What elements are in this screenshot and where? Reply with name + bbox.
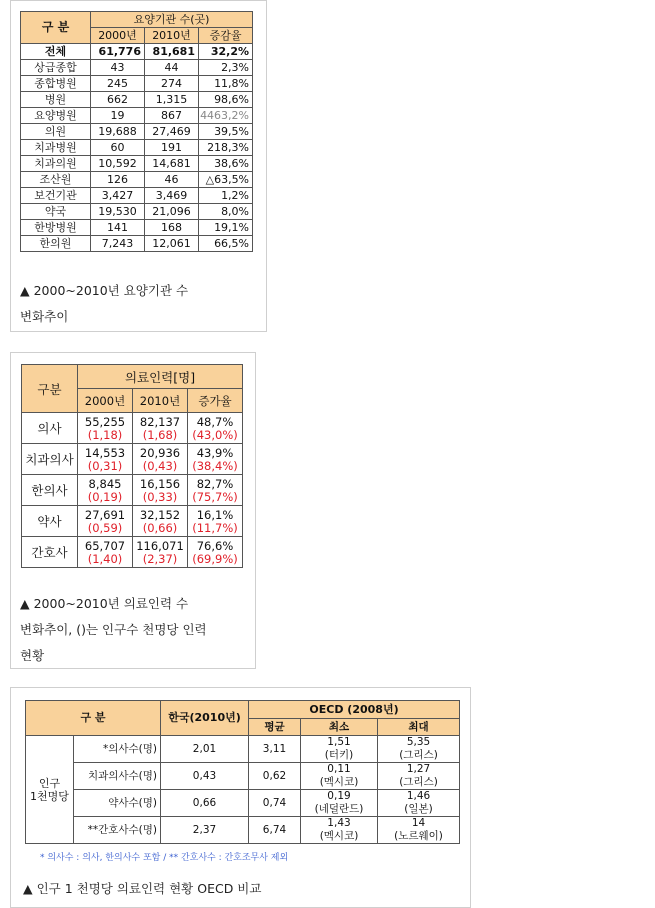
- header-facility-count: 요양기관 수(곳): [91, 12, 253, 28]
- table-row: 한의원 7,243 12,061 66,5%: [21, 236, 253, 252]
- table-row: 치과의사수(명) 0,43 0,62 0,11 (멕시코) 1,27 (그리스): [26, 763, 460, 790]
- table-row: 치과의원 10,592 14,681 38,6%: [21, 156, 253, 172]
- table-row: 약국 19,530 21,096 8,0%: [21, 204, 253, 220]
- header-rate: 증감율: [199, 28, 253, 44]
- table-row: 간호사 65,707 (1,40) 116,071 (2,37) 76,6% (69,9%): [22, 537, 243, 568]
- facility-count-table: [20, 11, 253, 252]
- header-rate: 증가율: [188, 389, 243, 413]
- table-row: 상급종합 43 44 2,3%: [21, 60, 253, 76]
- table-row: 약사수(명) 0,66 0,74 0,19 (네덜란드) 1,46 (일본): [26, 790, 460, 817]
- header-2000: 2000년: [78, 389, 133, 413]
- table2-caption: ▲ 2000~2010년 의료인력 수 변화추이, ()는 인구수 천명당 인력 현황: [20, 596, 207, 663]
- table3-caption: ▲ 인구 1 천명당 의료인력 현황 OECD 비교: [23, 881, 262, 896]
- medical-personnel-table: [21, 364, 243, 568]
- table-row: 한의사 8,845 (0,19) 16,156 (0,33) 82,7% (75,7%): [22, 475, 243, 506]
- header-avg: 평균: [249, 719, 301, 736]
- table-row: 치과병원 60 191 218,3%: [21, 140, 253, 156]
- table-row: 조산원 126 46 △63,5%: [21, 172, 253, 188]
- table-row: 보건기관 3,427 3,469 1,2%: [21, 188, 253, 204]
- header-2010: 2010년: [145, 28, 199, 44]
- header-personnel: 의료인력[명]: [78, 365, 243, 389]
- header-category: 구 분: [21, 12, 91, 44]
- header-2010: 2010년: [133, 389, 188, 413]
- header-min: 최소: [301, 719, 378, 736]
- header-korea: 한국(2010년): [161, 701, 249, 736]
- table-row: 전체 61,776 81,681 32,2%: [21, 44, 253, 60]
- table-row: 약사 27,691 (0,59) 32,152 (0,66) 16,1% (11,7%): [22, 506, 243, 537]
- table-row: 병원 662 1,315 98,6%: [21, 92, 253, 108]
- table-row: 요양병원 19 867 4463,2%: [21, 108, 253, 124]
- header-oecd: OECD (2008년): [249, 701, 460, 719]
- table-row: 한방병원 141 168 19,1%: [21, 220, 253, 236]
- header-max: 최대: [378, 719, 460, 736]
- group-label: 인구 1천명당: [26, 736, 74, 844]
- header-2000: 2000년: [91, 28, 145, 44]
- header-category: 구분: [22, 365, 78, 413]
- table-row: 의사 55,255 (1,18) 82,137 (1,68) 48,7% (43,0%): [22, 413, 243, 444]
- table-row: **간호사수(명) 2,37 6,74 1,43 (멕시코) 14 (노르웨이): [26, 817, 460, 844]
- table-row: 치과의사 14,553 (0,31) 20,936 (0,43) 43,9% (38,4%): [22, 444, 243, 475]
- table-row: 종합병원 245 274 11,8%: [21, 76, 253, 92]
- table1-caption: ▲ 2000~2010년 요양기관 수 변화추이: [20, 283, 189, 324]
- oecd-comparison-table: [25, 700, 460, 844]
- table-row: 인구 1천명당 *의사수(명) 2,01 3,11 1,51 (터키) 5,35 (그리스): [26, 736, 460, 763]
- table3-footnote: * 의사수 : 의사, 한의사수 포함 / ** 간호사수 : 간호조무사 제외: [40, 853, 289, 863]
- table-row: 의원 19,688 27,469 39,5%: [21, 124, 253, 140]
- header-category: 구 분: [26, 701, 161, 736]
